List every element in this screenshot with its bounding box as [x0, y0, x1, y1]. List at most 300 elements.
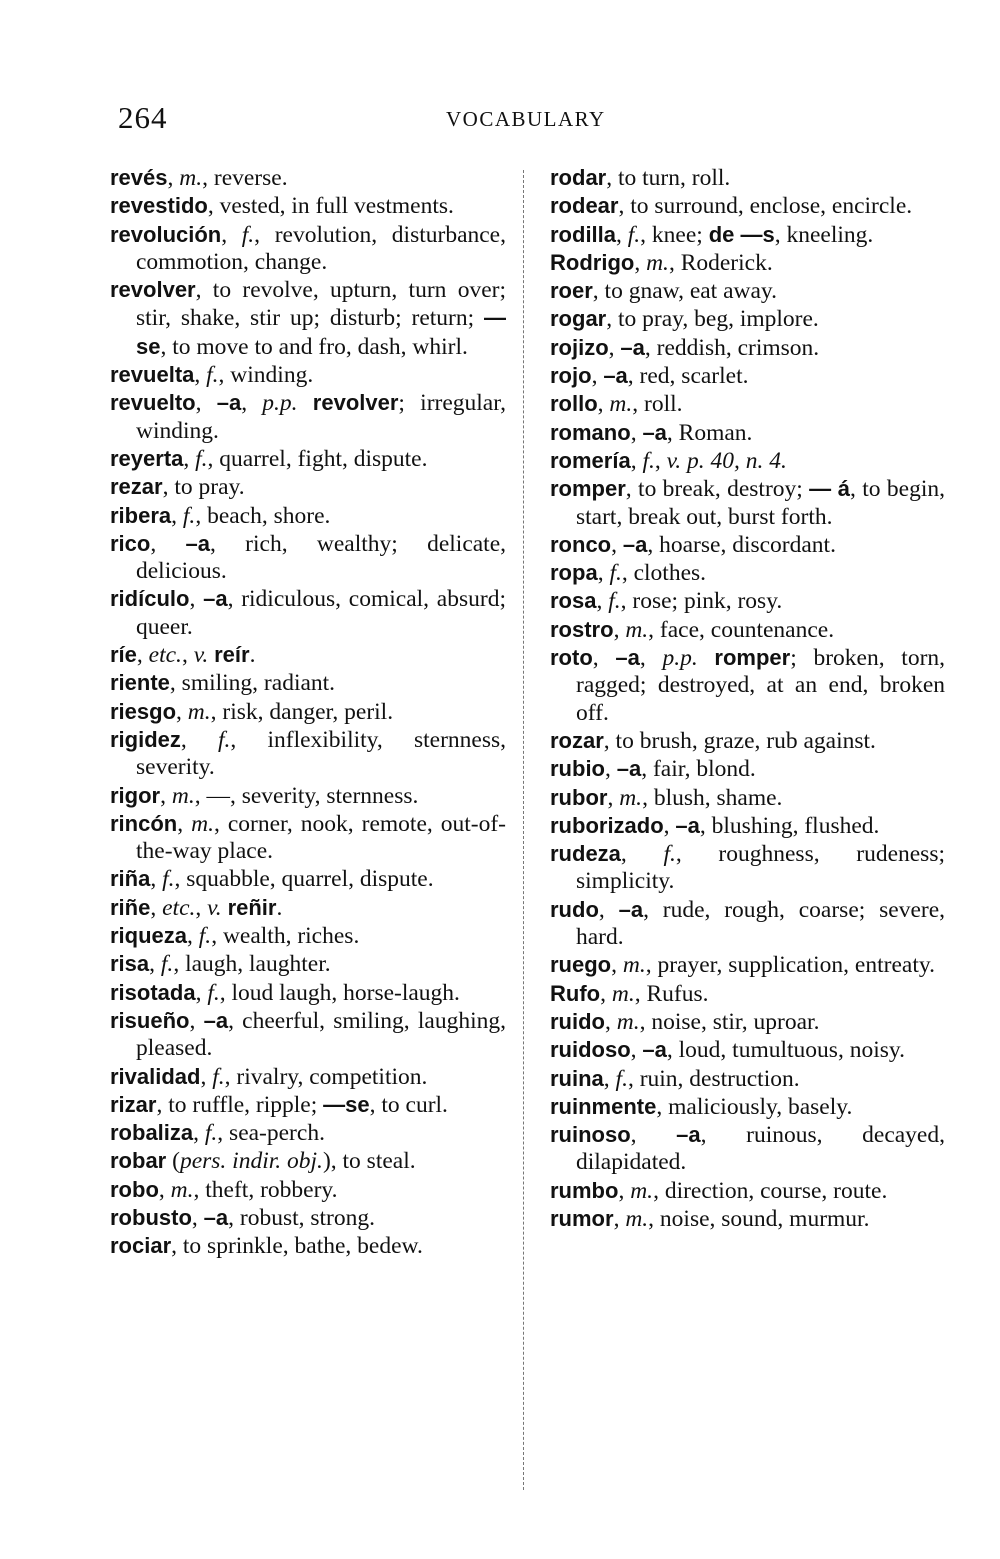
headword: rollo — [550, 391, 598, 417]
vocab-entry — [110, 950, 506, 978]
definition-text: , revolution, disturbance, commotion, change. — [136, 221, 506, 275]
definition-text: , — [187, 923, 199, 950]
definition-text: , — [611, 531, 623, 558]
definition-text: , laugh, laughter. — [173, 951, 331, 978]
vocab-entry — [110, 894, 506, 922]
vocab-entry — [550, 1036, 945, 1064]
headword: rozar — [550, 727, 604, 753]
definition-text: , kneeling. — [774, 221, 874, 248]
headword: rumbo — [550, 1177, 619, 1203]
definition-text: , — [608, 334, 621, 361]
vocab-entry — [550, 277, 945, 305]
definition-text: , ridiculous, comical, absurd; queer. — [136, 586, 506, 640]
headword: riqueza — [110, 923, 188, 949]
vocab-entry — [110, 726, 506, 782]
vocab-entry — [550, 390, 945, 418]
grammar-abbrev: p.p. — [262, 390, 298, 417]
definition-text: , — [598, 896, 619, 923]
headword: ropa — [550, 560, 598, 586]
headword: ridículo — [110, 586, 190, 612]
definition-text: , — [630, 419, 643, 446]
definition-text: , — [630, 1037, 643, 1064]
vocab-entry — [110, 698, 506, 726]
definition-text: , — [176, 698, 188, 725]
vocab-entry — [110, 865, 506, 893]
definition-text: , winding. — [218, 362, 314, 389]
headword: robar — [110, 1148, 167, 1174]
grammar-abbrev: m. — [622, 952, 646, 979]
vocab-entry — [110, 1119, 506, 1147]
grammar-abbrev: m. — [187, 698, 211, 725]
definition-text: , —, severity, sternness. — [194, 782, 419, 809]
bold-term: –a — [618, 896, 644, 922]
definition-text: , ruinous, decayed, dilapidated. — [576, 1122, 945, 1176]
definition-text: , ruin, destruction. — [627, 1065, 800, 1092]
definition-text: , hoarse, discordant. — [647, 531, 836, 558]
vocab-entry — [550, 951, 945, 979]
vocab-entry — [110, 389, 506, 445]
definition-text: , — [194, 362, 207, 389]
bold-term: –a — [203, 586, 228, 612]
definition-text: , — [200, 1063, 213, 1090]
definition-text: , to surround, enclose, encircle. — [618, 193, 913, 220]
bold-term: –a — [615, 645, 640, 671]
grammar-abbrev: f. — [615, 1065, 628, 1092]
vocab-entry — [110, 164, 506, 192]
grammar-abbrev: f. — [663, 841, 676, 868]
headword: robo — [110, 1176, 159, 1202]
headword: romper — [550, 476, 626, 502]
definition-text: , — [611, 952, 623, 979]
headword: rumor — [550, 1205, 614, 1231]
definition-text: , rose; pink, rosy. — [620, 588, 783, 615]
grammar-abbrev: pers. indir. obj. — [179, 1148, 323, 1175]
definition-text: , — [189, 586, 204, 613]
vocab-entry — [550, 334, 945, 362]
headword: risueño — [110, 1007, 190, 1033]
definition-text — [698, 645, 715, 671]
vocab-entry — [110, 922, 506, 950]
vocab-entry — [110, 221, 506, 277]
definition-text: , Roman. — [666, 419, 753, 446]
bold-term: –a — [216, 390, 242, 416]
definition-text: , wealth, riches. — [211, 923, 360, 950]
vocab-entry — [550, 812, 945, 840]
definition-text: ( — [166, 1148, 180, 1175]
definition-text: , — [620, 841, 664, 868]
headword: riesgo — [110, 698, 177, 724]
headword: romano — [550, 419, 631, 445]
definition-text: , — [613, 1205, 626, 1232]
grammar-abbrev: p.p. — [662, 645, 698, 672]
definition-text: , — [616, 221, 628, 248]
vocab-entry — [110, 445, 506, 473]
bold-term: –a — [642, 419, 667, 445]
grammar-abbrev: m. — [170, 1176, 194, 1203]
definition-text: , — [634, 249, 647, 276]
vocab-entry — [110, 1007, 506, 1063]
definition-text: , fair, blond. — [641, 756, 756, 783]
page-header — [0, 100, 1000, 144]
definition-text: , — [605, 756, 617, 783]
grammar-abbrev: f. — [198, 923, 212, 950]
vocab-entry — [550, 1205, 945, 1233]
definition-text: , noise, stir, uproar. — [639, 1008, 820, 1035]
vocab-entry — [110, 979, 506, 1007]
definition-text: , quarrel, fight, dispute. — [207, 445, 428, 472]
headword: revestido — [110, 193, 208, 219]
grammar-abbrev: m. — [619, 784, 643, 811]
definition-text: , robust, strong. — [228, 1204, 375, 1231]
vocab-entry — [550, 1065, 945, 1093]
bold-term: –a — [203, 1204, 229, 1230]
vocab-entry — [110, 1204, 506, 1232]
definition-text: ), to steal. — [322, 1148, 416, 1175]
bold-term: —se — [323, 1091, 370, 1117]
headword: rudo — [550, 896, 599, 922]
grammar-abbrev: f. — [627, 221, 641, 248]
grammar-abbrev: f. — [608, 588, 621, 615]
vocab-entry — [110, 810, 506, 866]
definition-text: , — [195, 979, 208, 1006]
vocab-entry — [550, 1093, 945, 1121]
grammar-abbrev: m. — [625, 1205, 649, 1232]
headword: riñe — [110, 894, 151, 920]
definition-text: , — [605, 1008, 617, 1035]
vocab-entry — [550, 727, 945, 755]
definition-text: , cheerful, smiling, laughing, pleased. — [136, 1007, 506, 1062]
bold-term: romper — [714, 645, 791, 671]
definition-text: , — [193, 1120, 205, 1147]
grammar-abbrev: m. — [191, 810, 214, 837]
definition-text: , blushing, flushed. — [699, 812, 880, 839]
definition-text: , — [639, 645, 663, 672]
headword: rico — [110, 530, 151, 556]
headword: robusto — [110, 1204, 192, 1230]
headword: rodilla — [550, 221, 617, 247]
running-head: VOCABULARY — [446, 107, 606, 131]
vocab-entry — [550, 419, 945, 447]
bold-term: –a — [622, 531, 648, 557]
headword: revuelta — [110, 362, 195, 388]
definition-text: , to pray. — [162, 474, 245, 501]
headword: ruidoso — [550, 1037, 631, 1063]
definition-text: , loud laugh, horse-laugh. — [219, 979, 460, 1006]
grammar-abbrev: f. — [204, 1120, 218, 1147]
definition-text: , — [592, 645, 616, 672]
headword: roer — [550, 278, 593, 304]
definition-text: , to gnaw, eat away. — [592, 278, 778, 305]
grammar-abbrev: f. — [241, 221, 255, 248]
definition-text: , — [597, 391, 610, 418]
definition-text: , to revolve, upturn, turn over; stir, shake, stir up; disturb; return; — [136, 277, 506, 332]
definition-text: , — [180, 726, 218, 753]
definition-text: , — [189, 1007, 204, 1034]
bold-term: –a — [642, 1037, 667, 1063]
vocab-entry — [550, 192, 945, 220]
definition-text: , to begin, start, break out, burst forth. — [576, 476, 945, 530]
grammar-abbrev: m. — [171, 782, 195, 809]
definition-text: , risk, danger, peril. — [210, 698, 394, 725]
definition-text: , — [160, 782, 172, 809]
vocab-entry — [550, 447, 945, 475]
definition-text: , — [654, 447, 667, 474]
right-column — [550, 164, 945, 1233]
definition-text: , reddish, crimson. — [644, 334, 820, 361]
bold-term: –a — [676, 1122, 701, 1148]
definition-text: ; irregular, winding. — [136, 390, 506, 444]
definition-text: , reverse. — [202, 165, 288, 191]
definition-text: , — [150, 894, 163, 921]
headword: risa — [110, 951, 150, 977]
grammar-abbrev: f. — [162, 866, 175, 893]
definition-text: , beach, shore. — [195, 502, 331, 529]
bold-term: –a — [616, 756, 642, 782]
definition-text: , — [149, 951, 161, 978]
vocab-entry — [110, 1232, 506, 1260]
vocab-entry — [110, 530, 506, 586]
grammar-abbrev: f. — [217, 726, 231, 753]
vocab-entry — [110, 1176, 506, 1204]
bold-term: —se — [136, 305, 506, 359]
vocab-entry — [550, 755, 945, 783]
vocab-entry — [550, 644, 945, 727]
vocab-entry — [550, 587, 945, 615]
definition-text: ; broken, torn, ragged; destroyed, at an end, broken off. — [576, 645, 946, 726]
definition-text: , — [158, 1176, 171, 1203]
bold-term: –a — [620, 334, 645, 360]
vocab-entry — [110, 641, 506, 669]
bold-term: de —s — [708, 221, 775, 247]
definition-text: , — [195, 390, 217, 417]
definition-text: , prayer, supplication, entreaty. — [645, 952, 935, 979]
definition-text: , — [607, 784, 620, 811]
definition-text: , — [630, 1122, 677, 1149]
grammar-abbrev: m. — [179, 165, 203, 191]
grammar-abbrev: f. — [207, 979, 220, 1006]
definition-text: , — [183, 445, 196, 472]
definition-text: . — [276, 894, 283, 921]
headword: rojo — [550, 363, 592, 389]
grammar-abbrev: f. — [642, 447, 655, 474]
headword: rivalidad — [110, 1063, 201, 1089]
definition-text: , to ruffle, ripple; — [156, 1091, 324, 1118]
definition-text: , sea-perch. — [217, 1120, 325, 1147]
vocab-entry — [550, 221, 945, 249]
definition-text: , — [167, 165, 180, 191]
vocab-entry — [550, 305, 945, 333]
grammar-abbrev: m. — [630, 1177, 654, 1204]
headword: risotada — [110, 979, 196, 1005]
definition-text: , — [663, 812, 676, 839]
definition-text: , inflexibility, sternness, severity. — [136, 726, 506, 781]
vocab-entry — [110, 585, 506, 641]
definition-text: , blush, shame. — [642, 784, 783, 811]
definition-text: , corner, nook, remote, out-of-the-way place. — [136, 810, 507, 865]
page-number: 264 — [118, 100, 168, 135]
definition-text: , theft, robbery. — [193, 1176, 338, 1203]
definition-text: , roll. — [632, 391, 683, 418]
grammar-abbrev: f. — [609, 560, 622, 587]
grammar-abbrev: m. — [609, 391, 633, 418]
column-divider — [523, 170, 524, 1490]
definition-text: , noise, sound, murmur. — [648, 1205, 870, 1232]
headword: ríe — [110, 642, 137, 668]
definition-text: , maliciously, basely. — [656, 1093, 853, 1120]
grammar-abbrev: f. — [212, 1063, 225, 1090]
definition-text: , vested, in full vestments. — [207, 193, 454, 220]
grammar-abbrev: f. — [182, 502, 196, 529]
vocab-entry — [110, 1147, 506, 1175]
headword: rezar — [110, 474, 163, 500]
definition-text: , loud, tumultuous, noisy. — [666, 1037, 905, 1064]
definition-text: , — [591, 363, 604, 390]
vocab-entry — [550, 249, 945, 277]
definition-text: , rivalry, competition. — [224, 1063, 428, 1090]
headword: rizar — [110, 1091, 157, 1117]
definition-text: , — [603, 1065, 616, 1092]
headword: ruina — [550, 1065, 604, 1091]
bold-term: reír — [214, 642, 250, 668]
bold-term: — á — [809, 476, 851, 502]
headword: riente — [110, 670, 170, 696]
headword: ruborizado — [550, 812, 664, 838]
headword: revolver — [110, 277, 196, 303]
definition-text: , face, countenance. — [648, 616, 835, 643]
definition-text: , squabble, quarrel, dispute. — [174, 866, 434, 893]
grammar-abbrev: etc. — [148, 642, 182, 669]
vocab-entry — [110, 276, 506, 361]
definition-text: , — [597, 560, 610, 587]
definition-text: , — [171, 502, 183, 529]
definition-text: , to break, destroy; — [625, 476, 810, 503]
definition-text: , — [191, 1204, 204, 1231]
vocab-entry — [110, 1091, 506, 1119]
definition-text: , rich, wealthy; delicate, delicious. — [136, 530, 507, 585]
headword: roto — [550, 645, 593, 671]
vocab-entry — [550, 840, 945, 896]
grammar-abbrev: f. — [195, 445, 208, 472]
grammar-abbrev: m. — [616, 1008, 640, 1035]
vocab-entry — [110, 361, 506, 389]
headword: rigidez — [110, 726, 181, 752]
headword: Rodrigo — [550, 249, 635, 275]
bold-term: reñir — [227, 894, 277, 920]
vocab-entry — [550, 784, 945, 812]
definition-text: , red, scarlet. — [627, 363, 749, 390]
vocab-entry — [110, 782, 506, 810]
definition-text: , to move to and fro, dash, whirl. — [160, 333, 468, 360]
grammar-abbrev: v. — [207, 894, 222, 921]
definition-text: , Rufus. — [634, 980, 709, 1007]
definition-text: , — [596, 588, 609, 615]
headword: revolución — [110, 221, 222, 247]
headword: ruinoso — [550, 1122, 631, 1148]
definition-text: , — [221, 221, 242, 248]
grammar-abbrev: m. — [646, 249, 669, 276]
grammar-abbrev: m. — [625, 616, 649, 643]
headword: rociar — [110, 1233, 172, 1259]
headword: revés — [110, 165, 168, 190]
vocab-entry — [550, 1121, 945, 1177]
headword: ribera — [110, 502, 172, 528]
headword: rodear — [550, 193, 619, 219]
headword: ruinmente — [550, 1093, 657, 1119]
definition-text: , to pray, beg, implore. — [606, 306, 819, 333]
definition-text: , — [150, 866, 163, 893]
vocab-entry — [110, 669, 506, 697]
grammar-abbrev: f. — [160, 951, 174, 978]
headword: ruido — [550, 1008, 605, 1034]
vocab-entry — [550, 1008, 945, 1036]
definition-text: , — [136, 642, 149, 669]
vocab-entry — [550, 475, 945, 531]
vocab-entry — [110, 473, 506, 501]
headword: rubor — [550, 784, 608, 810]
definition-text: , clothes. — [621, 560, 707, 587]
headword: rodar — [550, 165, 607, 190]
headword: ronco — [550, 531, 612, 557]
headword: rogar — [550, 306, 607, 332]
bold-term: –a — [203, 1007, 229, 1033]
definition-text: , direction, course, route. — [653, 1177, 888, 1204]
headword: rubio — [550, 756, 605, 782]
definition-text: , — [618, 1177, 631, 1204]
vocab-entry — [550, 559, 945, 587]
left-column — [110, 164, 506, 1261]
definition-text: , roughness, rudeness; simplicity. — [576, 841, 946, 895]
vocab-entry — [550, 616, 945, 644]
definition-text: , — [241, 390, 263, 417]
definition-text — [298, 390, 313, 416]
vocab-entry — [110, 192, 506, 220]
definition-text: , smiling, radiant. — [169, 670, 336, 697]
definition-text: , — [600, 980, 612, 1007]
headword: revuelto — [110, 390, 196, 416]
grammar-abbrev: v. — [193, 642, 209, 669]
definition-text: , to curl. — [369, 1091, 448, 1118]
headword: romería — [550, 447, 631, 473]
grammar-abbrev: etc. — [162, 894, 196, 921]
bold-term: –a — [603, 363, 628, 389]
bold-term: –a — [675, 812, 700, 838]
definition-text: , to turn, roll. — [606, 165, 731, 191]
definition-text: , — [181, 642, 194, 669]
definition-text: , rude, rough, coarse; severe, hard. — [576, 896, 946, 951]
vocab-entry — [110, 502, 506, 530]
headword: reyerta — [110, 445, 184, 471]
vocab-entry — [550, 362, 945, 390]
definition-text: , Roderick. — [668, 249, 773, 276]
headword: rigor — [110, 782, 161, 808]
headword: riña — [110, 866, 151, 892]
definition-text: , — [150, 530, 186, 557]
bold-term: –a — [185, 530, 211, 556]
headword: rostro — [550, 616, 614, 642]
headword: Rufo — [550, 980, 601, 1006]
vocab-entry — [550, 980, 945, 1008]
grammar-abbrev: f. — [206, 362, 219, 389]
definition-text: , — [613, 616, 626, 643]
grammar-abbrev: v. p. 40, n. 4. — [666, 447, 787, 474]
vocab-entry — [550, 164, 945, 192]
definition-text: , to brush, graze, rub against. — [603, 727, 876, 754]
headword: ruego — [550, 952, 612, 978]
headword: rosa — [550, 588, 597, 614]
definition-text: , — [195, 894, 208, 921]
bold-term: revolver — [312, 390, 399, 416]
grammar-abbrev: m. — [611, 980, 635, 1007]
